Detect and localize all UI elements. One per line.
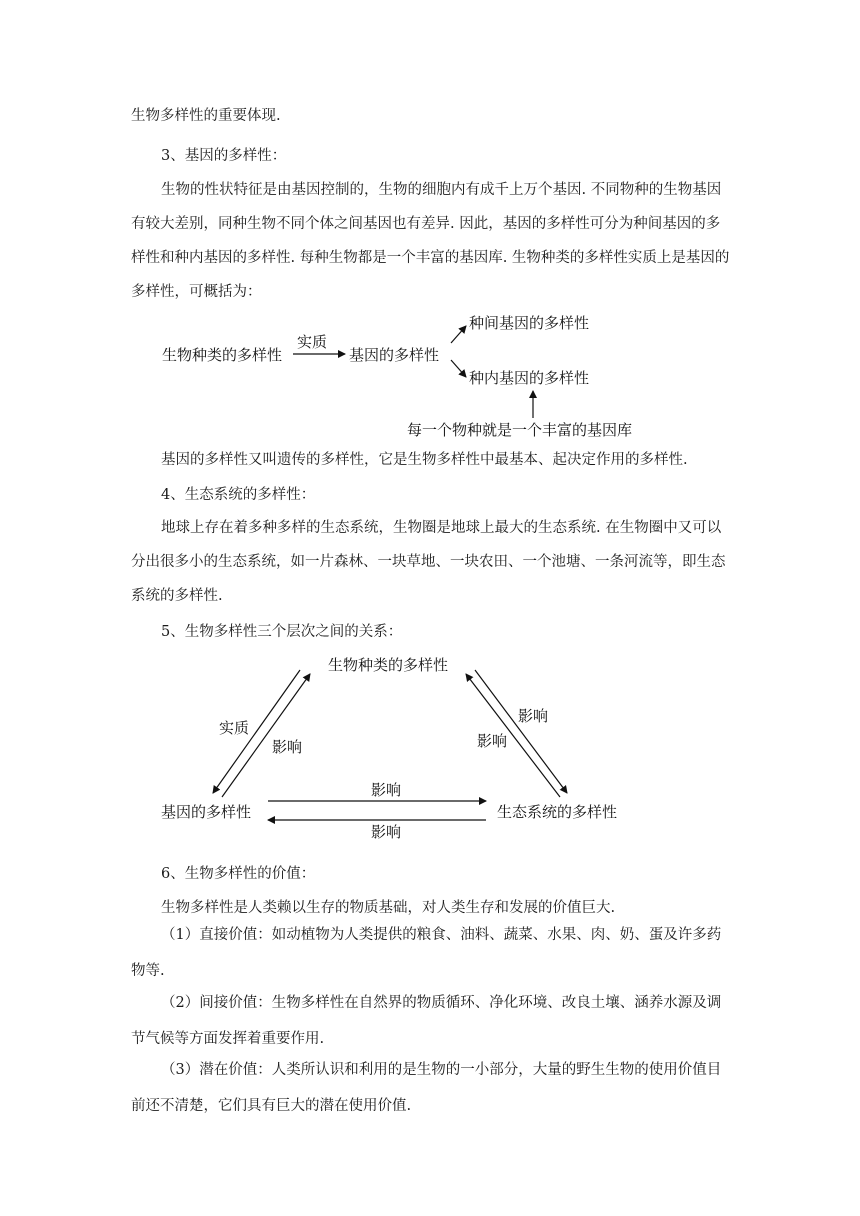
influence-label-bottom-top: 影响 — [371, 781, 402, 799]
gene-pool-label: 每一个物种就是一个丰富的基因库 — [407, 421, 633, 439]
paragraph-ecosystem-diversity: 地球上存在着多种多样的生态系统，生物圈是地球上最大的生态系统. 在生物圈中又可以分出很多小的生态系统，如一片森林、一块草地、一块农田、一个池塘、一条河流等，即生态系统的多样性. — [131, 520, 726, 604]
influence-label-right-inner: 影响 — [477, 732, 508, 750]
inter-species-label: 种间基因的多样性 — [469, 314, 590, 332]
gene-diversity-label: 基因的多样性 — [349, 346, 440, 364]
relationship-diagram — [161, 656, 617, 841]
paragraph-gene-diversity: 生物的性状特征是由基因控制的，生物的细胞内有成千上万个基因. 不同物种的生物基因有较大差别，同种生物不同个体之间基因也有差异. 因此，基因的多样性可分为种间基因的多样性和种内基因的多样性. 每种生物都是一个丰富的基因库. 生物种类的多样性实质上是基因的多样性，可概括为： — [131, 182, 730, 300]
gene-node: 基因的多样性 — [161, 803, 252, 821]
species-diversity-label: 生物种类的多样性 — [162, 346, 283, 364]
influence-label-left: 影响 — [272, 738, 303, 756]
species-node: 生物种类的多样性 — [328, 656, 449, 674]
heading-ecosystem-diversity: 4、生态系统的多样性： — [161, 487, 316, 503]
influence-label-bottom-bottom: 影响 — [371, 823, 402, 841]
to-inter-arrow — [451, 326, 466, 343]
ecosystem-node: 生态系统的多样性 — [497, 803, 618, 821]
potential-value: （3）潜在价值：人类所认识和利用的是生物的一小部分，大量的野生生物的使用价值目前还不清楚，它们具有巨大的潜在使用价值. — [131, 1062, 722, 1114]
intra-species-label: 种内基因的多样性 — [469, 369, 590, 387]
influence-label-right-outer: 影响 — [518, 707, 549, 725]
indirect-value: （2）间接价值：生物多样性在自然界的物质循环、净化环境、改良土壤、涵养水源及调节气候等方面发挥着重要作用. — [131, 995, 722, 1047]
essence-label: 实质 — [297, 333, 328, 351]
heading-value: 6、生物多样性的价值： — [161, 866, 316, 882]
direct-value: （1）直接价值：如动植物为人类提供的粮食、油料、蔬菜、水果、肉、奶、蛋及许多药物等. — [131, 927, 722, 979]
heading-three-levels: 5、生物多样性三个层次之间的关系： — [161, 624, 403, 640]
heading-gene-diversity: 3、基因的多样性： — [161, 148, 287, 164]
paragraph-continuation: 生物多样性的重要体现. — [131, 108, 281, 124]
paragraph-genetic-diversity: 基因的多样性又叫遗传的多样性，它是生物多样性中最基本、起决定作用的多样性. — [161, 452, 688, 468]
essence-label-2: 实质 — [219, 719, 250, 737]
paragraph-value: 生物多样性是人类赖以生存的物质基础，对人类生存和发展的价值巨大. — [161, 900, 616, 916]
to-intra-arrow — [451, 360, 466, 377]
